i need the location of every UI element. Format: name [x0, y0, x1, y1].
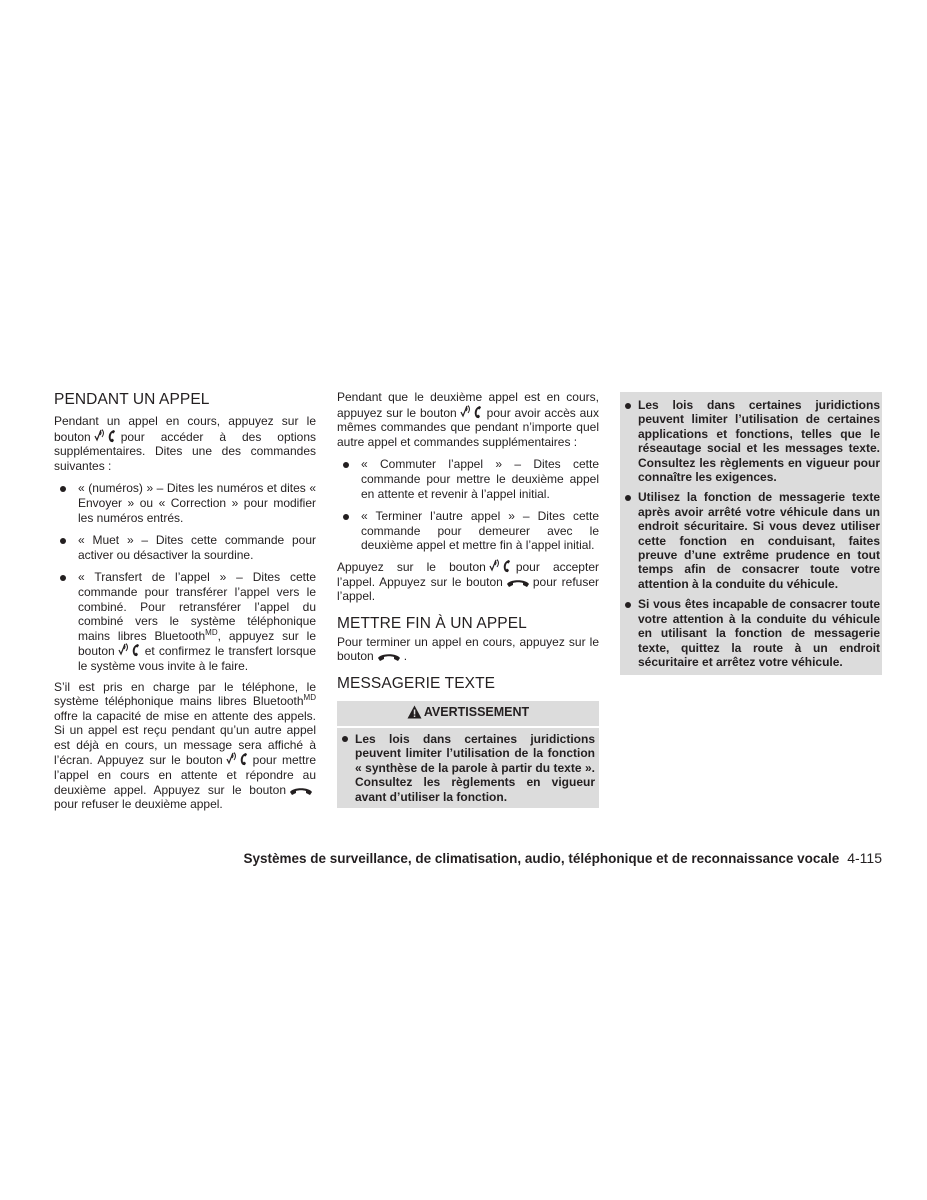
column-1: [54, 390, 316, 812]
warning-item: Utilisez la fonction de messagerie texte après avoir arrêté votre véhicule dans un endroit sécuritaire. Si vous devez utiliser cette fonction en conduisant, faites preuve d’une extrême prudence en tout temps afin de consacrer toute votre attention à la conduite du véhicule.: [622, 490, 880, 591]
heading-messagerie-texte: MESSAGERIE TEXTE: [337, 674, 496, 692]
warning-box: [337, 701, 599, 808]
phone-hangup-icon: [506, 578, 530, 588]
phone-talk-icon: [460, 405, 484, 419]
heading-pendant-un-appel: PENDANT UN APPEL: [54, 391, 210, 408]
column-3: [620, 390, 882, 675]
end-call-paragraph: Pour terminer un appel en cours, appuyez sur le bouton .: [337, 634, 599, 664]
page-number: 4-115: [847, 850, 882, 866]
phone-hangup-icon: [377, 652, 401, 662]
heading-mettre-fin: METTRE FIN À UN APPEL: [337, 614, 527, 632]
command-list-2: [337, 457, 599, 553]
second-call-paragraph: Pendant que le deuxième appel est en cours, appuyez sur le bouton pour avoir accès aux mêmes commandes que pendant n’importe quel autre appel et commandes supplémentaires :: [337, 390, 599, 449]
warning-continued-box: [620, 392, 882, 675]
warning-header: AVERTISSEMENT: [337, 701, 599, 728]
phone-talk-icon: [226, 752, 250, 766]
list-item: « Transfert de l’appel » – Dites cette commande pour transférer l’appel vers le combiné. Pour retransférer l’appel du combiné vers le système téléphonique mains libres Bluetooth$^{MD}$, appuyez sur le bouton et confirmez le transfert lorsque le système vous invite à le faire.: [54, 570, 316, 673]
phone-hangup-icon: [289, 786, 313, 796]
list-item: « (numéros) » – Dites les numéros et dites « Envoyer » ou « Correction » pour modifier les numéros entrés.: [54, 481, 316, 525]
warning-item: Les lois dans certaines juridictions peuvent limiter l’utilisation de la fonction « synthèse de la parole à partir du texte ». Consultez les règlements en vigueur avant d’utiliser la fonction.: [339, 732, 595, 804]
intro-paragraph: Pendant un appel en cours, appuyez sur le bouton pour accéder à des options supplémentaires. Dites une des commandes suivantes :: [54, 414, 316, 473]
command-list-1: [54, 481, 316, 673]
warning-item: Si vous êtes incapable de consacrer toute votre attention à la conduite du véhicule en utilisant la fonction de messagerie texte, quittez la route à un endroit sécuritaire et arrêtez votre véhicule.: [622, 597, 880, 669]
list-item: « Terminer l’autre appel » – Dites cette commande pour demeurer avec le deuxième appel et mettre fin à l’appel initial.: [337, 509, 599, 553]
phone-talk-icon: [489, 559, 513, 573]
chapter-title: Systèmes de surveillance, de climatisation, audio, téléphonique et de reconnaissance vocale: [243, 851, 840, 866]
column-2: [337, 390, 599, 808]
accept-refuse-paragraph: Appuyez sur le bouton pour accepter l’appel. Appuyez sur le bouton pour refuser l’appel.: [337, 559, 599, 604]
phone-talk-icon: [94, 429, 118, 443]
warning-item: Les lois dans certaines juridictions peuvent limiter l’utilisation de certaines applications et fonctions, telles que le réseautage social et les messages texte. Consultez les règlements en vigueur pour connaître les exigences.: [622, 398, 880, 484]
warning-triangle-icon: [407, 705, 422, 724]
list-item: « Muet » – Dites cette commande pour activer ou désactiver la sourdine.: [54, 533, 316, 562]
page-footer: [243, 850, 882, 866]
warning-body: [337, 728, 599, 808]
phone-talk-icon: [118, 643, 142, 657]
list-item: « Commuter l’appel » – Dites cette commande pour mettre le deuxième appel en attente et revenir à l’appel initial.: [337, 457, 599, 501]
call-waiting-paragraph: S’il est pris en charge par le téléphone, le système téléphonique mains libres Bluetooth$^{MD}$ offre la capacité de mise en attente des appels. Si un appel est reçu pendant qu’un autre appel est déjà en cours, un message sera affiché à l’écran. Appuyez sur le bouton pour mettre l’appel en cours en attente et répondre au deuxième appel. Appuyez sur le bouton pour refuser le deuxième appel.: [54, 679, 317, 812]
